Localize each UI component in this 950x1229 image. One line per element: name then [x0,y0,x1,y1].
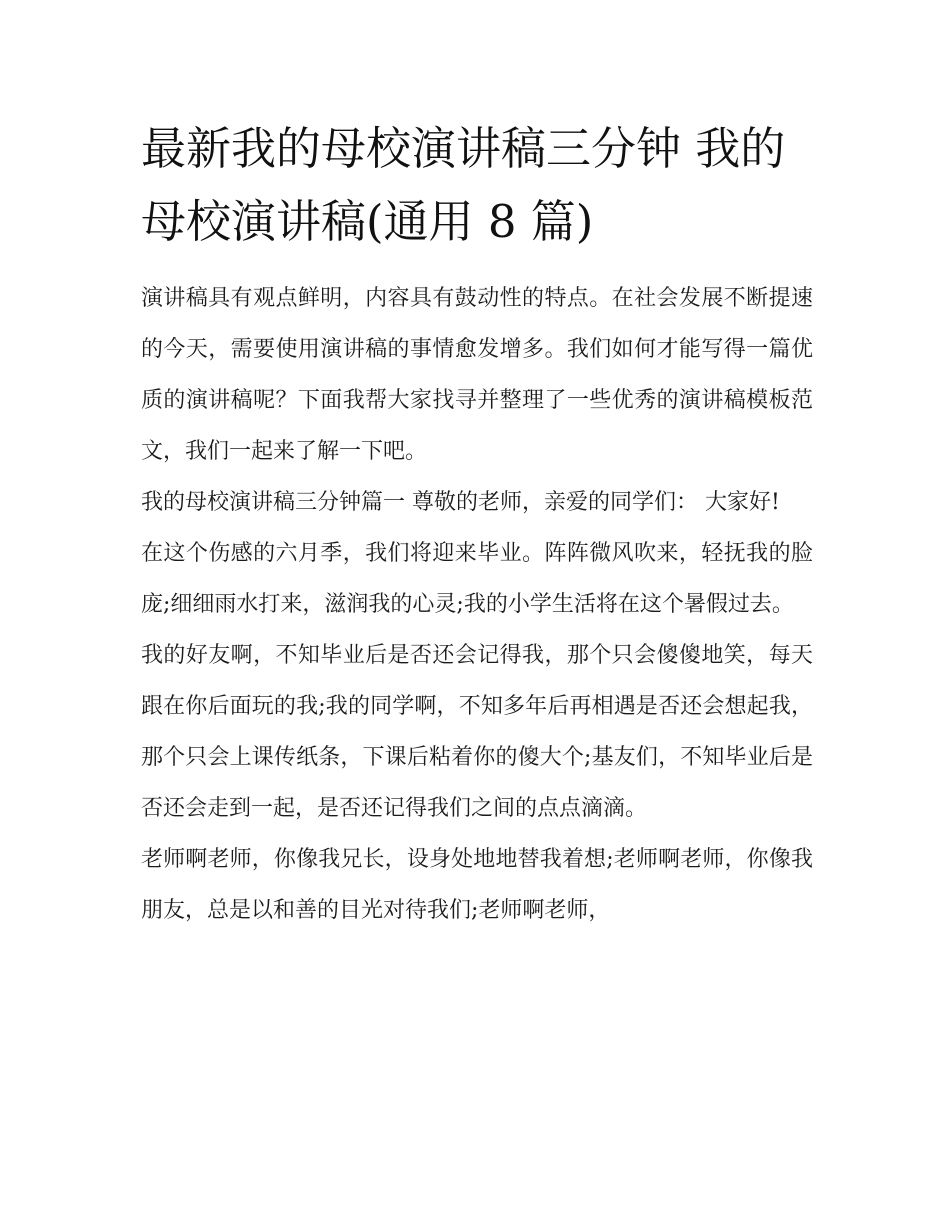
document-body [141,273,813,936]
document-title: 最新我的母校演讲稿三分钟 我的母校演讲稿(通用 8 篇) [141,122,786,248]
paragraph-intro: 演讲稿具有观点鲜明，内容具有鼓动性的特点。在社会发展不断提速的今天，需要使用演讲稿的事情愈发增多。我们如何才能写得一篇优质的演讲稿呢？下面我帮大家找寻并整理了一些优秀的演讲稿模板范文，我们一起来了解一下吧。 [141,286,813,464]
paragraph-teachers: 老师啊老师，你像我兄长，设身处地地替我着想;老师啊老师，你像我朋友，总是以和善的目光对待我们;老师啊老师， [141,847,813,923]
paragraph-june: 在这个伤感的六月季，我们将迎来毕业。阵阵微风吹来，轻抚我的脸庞;细细雨水打来，滋润我的心灵;我的小学生活将在这个暑假过去。 [141,541,813,617]
document-content [141,112,813,936]
paragraph-friends: 我的好友啊，不知毕业后是否还会记得我，那个只会傻傻地笑，每天跟在你后面玩的我;我的同学啊，不知多年后再相遇是否还会想起我，那个只会上课传纸条，下课后粘着你的傻大个;基友们，不知毕业后是否还会走到一起，是否还记得我们之间的点点滴滴。 [141,643,813,821]
paragraph-greeting: 我的母校演讲稿三分钟篇一 尊敬的老师，亲爱的同学们： 大家好! [141,490,780,515]
